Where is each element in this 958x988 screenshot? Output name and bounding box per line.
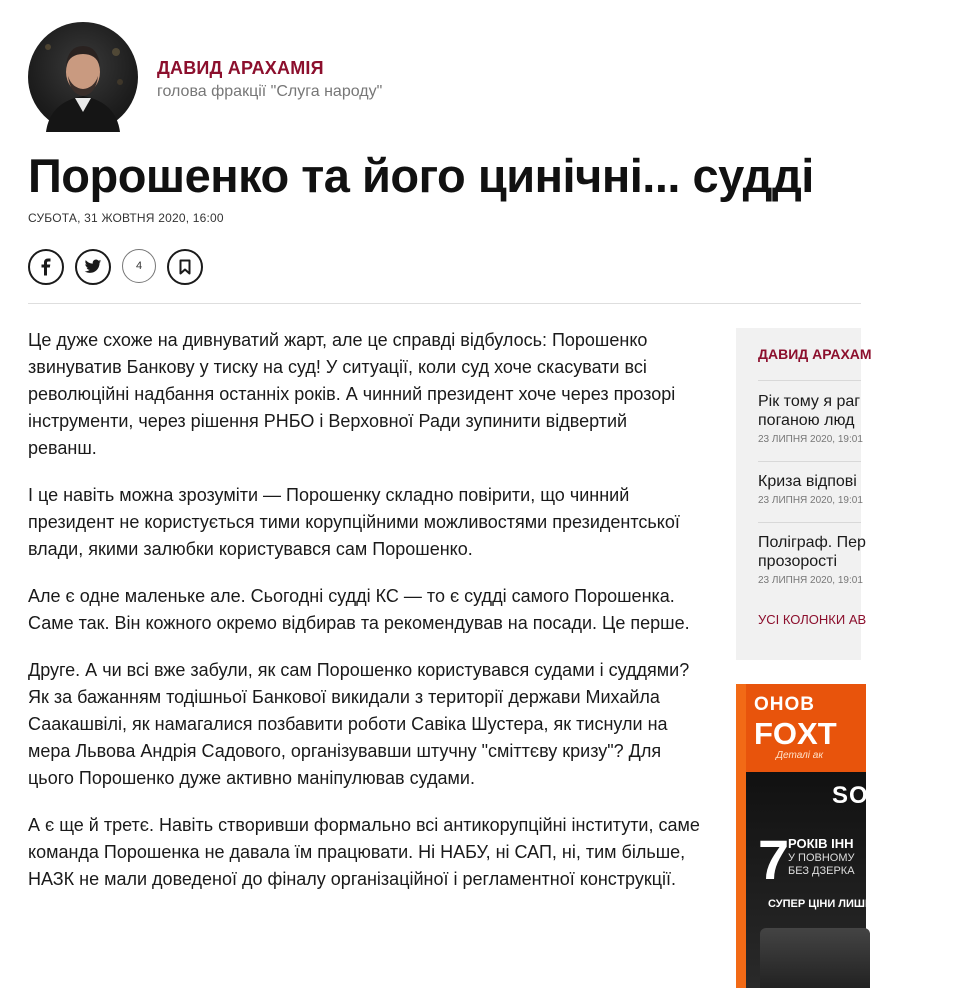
sidebar-column-link[interactable] — [758, 533, 958, 586]
author-role: голова фракції "Слуга народу" — [157, 82, 383, 100]
ad-brand-logo: SO — [832, 782, 869, 809]
advertisement-banner[interactable] — [736, 684, 873, 988]
sidebar-column-title: Криза відпові — [758, 473, 857, 490]
author-columns-sidebar — [736, 328, 872, 660]
ad-text: БЕЗ ДЗЕРКА — [788, 865, 855, 877]
sidebar-column-date: 23 ЛИПНЯ 2020, 19:01 — [758, 434, 863, 445]
sidebar-column-date: 23 ЛИПНЯ 2020, 19:01 — [758, 575, 863, 586]
comments-button[interactable] — [122, 249, 156, 283]
comments-count: 4 — [135, 260, 143, 272]
sidebar-column-date: 23 ЛИПНЯ 2020, 19:01 — [758, 495, 863, 506]
sidebar-column-title: Поліграф. Пер — [758, 534, 866, 551]
facebook-icon — [39, 258, 53, 276]
all-columns-link[interactable]: УСІ КОЛОНКИ АВ — [758, 612, 867, 627]
sidebar-column-title: прозорості — [758, 553, 838, 570]
article-paragraph: Це дуже схоже на дивнуватий жарт, але це справді відбулось: Порошенко звинуватив Банкову у тиску на суд! У ситуації, коли суд хоче скасувати всі революційні надбання останніх років. А чинний президент хоче через прозорі інструменти, через рішення РНБО і Верховної Ради зупинити відвертий реванш. — [28, 330, 676, 458]
ad-store-name: FOXT — [754, 716, 837, 751]
article-paragraph: Але є одне маленьке але. Сьогодні судді КС — то є судді самого Порошенка. Саме так. Він кожного окремо відбирав та рекомендував на посади. Це перше. — [28, 586, 690, 633]
ad-text: РОКІВ ІНН — [788, 836, 854, 851]
ad-price-text: СУПЕР ЦІНИ ЛИШЕ — [768, 898, 873, 910]
bookmark-button[interactable] — [167, 249, 203, 285]
sidebar-divider — [758, 380, 861, 381]
sidebar-column-link[interactable] — [758, 472, 958, 506]
author-block[interactable] — [28, 22, 382, 132]
ad-headline: ОНОВ — [754, 694, 815, 715]
article-paragraph: Друге. А чи всі вже забули, як сам Порошенко користувався судами і суддями? Як за бажанням тодішньої Банкової викидали з території держави Михайла Саакашвілі, як намагалися позбавити роботи Савіка Шустера, як тиснули на мера Львова Андрія Садового, організувавши штучну "сміттєву кризу"? Для цього Порошенко дуже активно маніпулював судами. — [28, 660, 690, 788]
page-title: Порошенко та його цинічні... судді — [28, 149, 814, 202]
article-paragraph: А є ще й третє. Навіть створивши формально всі антикорупційні інститути, саме команда Порошенка не давала їм працювати. Ні НАБУ, ні САП, ні, тим більше, НАЗК не мали доведеної до фіналу організаційної і регламентної конструкції. — [28, 815, 700, 889]
article-paragraph: І це навіть можна зрозуміти — Порошенку складно повірити, що чинний президент не користується тими корупційними можливостями президентської влади, якими залюбки користувався сам Порошенко. — [28, 485, 680, 559]
header-divider — [28, 303, 861, 304]
sidebar-column-title: поганою люд — [758, 412, 855, 429]
ad-text: У ПОВНОМУ — [788, 852, 855, 864]
twitter-icon — [84, 259, 102, 275]
twitter-share-button[interactable] — [75, 249, 111, 285]
article-body — [28, 327, 700, 913]
sidebar-column-title: Рік тому я раг — [758, 393, 861, 410]
author-avatar[interactable] — [28, 22, 138, 132]
ad-big-number: 7 — [758, 828, 790, 891]
ad-details: Деталі ак — [776, 750, 824, 761]
share-bar — [28, 249, 214, 285]
sidebar-column-link[interactable] — [758, 392, 958, 445]
sidebar-divider — [758, 522, 861, 523]
sidebar-divider — [758, 461, 861, 462]
facebook-share-button[interactable] — [28, 249, 64, 285]
publish-date: СУБОТА, 31 ЖОВТНЯ 2020, 16:00 — [28, 211, 224, 225]
author-name[interactable]: ДАВИД АРАХАМІЯ — [157, 57, 324, 78]
sidebar-author-name[interactable]: ДАВИД АРАХАМ — [758, 346, 872, 362]
bookmark-icon — [179, 259, 191, 275]
camera-image — [760, 928, 870, 988]
